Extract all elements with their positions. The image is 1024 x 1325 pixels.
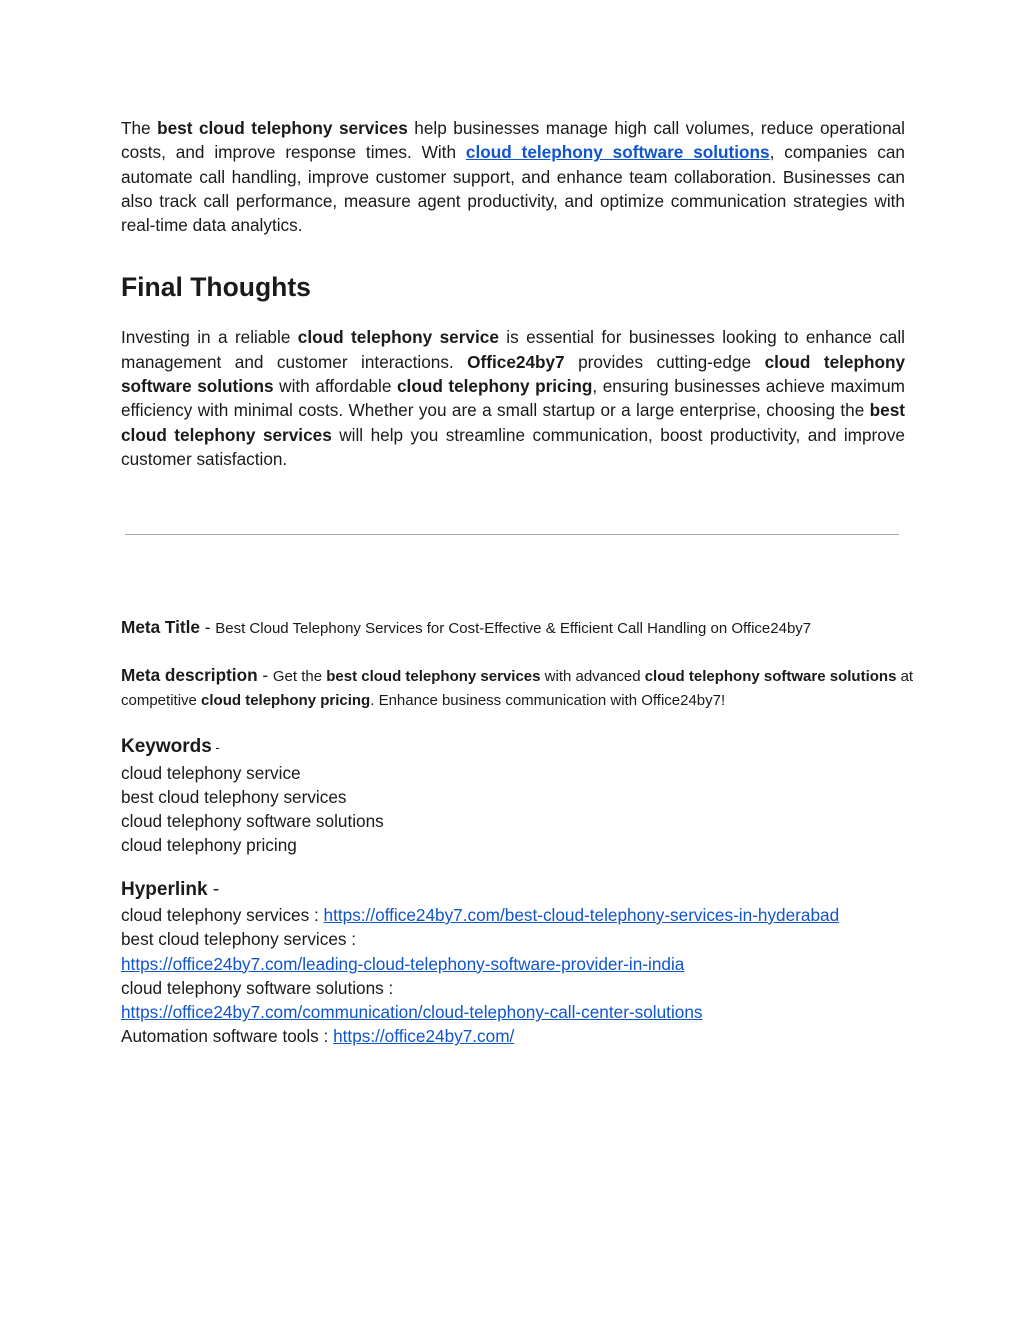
meta-description-text: Get the <box>272 668 327 685</box>
final-text: provides cutting-edge <box>564 351 765 372</box>
keywords-heading <box>121 734 921 761</box>
seo-meta-section <box>121 615 921 1049</box>
keyword-item: cloud telephony service <box>121 763 301 783</box>
hyperlink-row: cloud telephony software solutions : <box>121 977 394 998</box>
final-text: Investing in a reliable <box>121 327 298 348</box>
keywords-separator: - <box>211 740 220 755</box>
final-text: is essential for businesses looking to enhance call management and customer interactions. <box>121 327 906 372</box>
meta-description <box>121 663 921 713</box>
final-text: will help you streamline communication, boost productivity, and improve customer satisfaction. <box>121 424 905 469</box>
intro-paragraph <box>121 116 905 237</box>
document-body <box>121 116 905 471</box>
intro-text: The <box>121 118 158 138</box>
meta-title-separator: - <box>199 617 216 637</box>
final-bold-phrase: cloud telephony pricing <box>396 376 593 397</box>
final-bold-phrase: Office24by7 <box>467 351 565 372</box>
cloud-telephony-software-solutions-link[interactable]: cloud telephony software solutions <box>465 142 770 163</box>
hyperlink-label: Hyperlink <box>121 879 208 900</box>
hyperlink-row <box>121 1000 921 1024</box>
final-thoughts-heading: Final Thoughts <box>121 272 311 303</box>
hyperlink-anchor-text: cloud telephony services : <box>121 905 324 925</box>
hyperlink-url[interactable]: https://office24by7.com/best-cloud-telephony-services-in-hyderabad <box>323 905 840 925</box>
keywords-label: Keywords <box>121 736 212 757</box>
final-thoughts-paragraph <box>121 325 905 471</box>
hyperlink-anchor-text: Automation software tools : <box>121 1026 334 1047</box>
hyperlink-row <box>121 903 921 927</box>
meta-description-bold: cloud telephony software solutions <box>644 668 897 685</box>
keyword-item: best cloud telephony services <box>121 787 347 807</box>
hyperlink-section <box>121 877 921 1049</box>
meta-description-label: Meta description <box>121 665 258 685</box>
meta-description-bold: cloud telephony pricing <box>201 692 371 709</box>
meta-title-value: Best Cloud Telephony Services for Cost-Effective & Efficient Call Handling on Office24by7 <box>215 620 812 637</box>
intro-text: , companies can automate call handling, improve customer support, and enhance team collaboration. Businesses can also track call performance, measure agent productivity, and optimize communication strategies with real-time data analytics. <box>121 142 905 236</box>
hyperlink-url[interactable]: https://office24by7.com/leading-cloud-telephony-software-provider-in-india <box>121 953 685 974</box>
keyword-item: cloud telephony software solutions <box>121 811 384 831</box>
meta-description-text: at competitive <box>121 668 914 709</box>
intro-bold-phrase: best cloud telephony services <box>157 118 408 138</box>
final-bold-phrase: cloud telephony software solutions <box>121 351 906 397</box>
final-text: with affordable <box>273 376 397 397</box>
hyperlink-heading <box>121 877 921 903</box>
final-bold-phrase: cloud telephony service <box>297 327 499 348</box>
hyperlink-row: best cloud telephony services : <box>121 929 357 950</box>
meta-description-text: with advanced <box>540 668 645 685</box>
meta-description-text: . Enhance business communication with Office24by7! <box>370 692 726 709</box>
hyperlink-row <box>121 952 921 976</box>
hyperlink-url[interactable]: https://office24by7.com/ <box>333 1026 515 1047</box>
meta-description-bold: best cloud telephony services <box>326 668 541 685</box>
meta-title <box>121 615 921 641</box>
final-bold-phrase: best cloud telephony services <box>121 400 905 445</box>
keyword-item: cloud telephony pricing <box>121 835 297 855</box>
meta-description-separator: - <box>257 665 273 685</box>
keywords-section <box>121 734 921 857</box>
final-text: , ensuring businesses achieve maximum efficiency with minimal costs. Whether you are a small startup or a large enterprise, choosing the <box>121 376 906 421</box>
hyperlink-row <box>121 1024 921 1048</box>
horizontal-divider <box>125 534 899 535</box>
hyperlink-separator: - <box>207 879 220 900</box>
meta-title-label: Meta Title <box>121 617 200 637</box>
intro-text: help businesses manage high call volumes, reduce operational costs, and improve response times. With <box>121 118 905 163</box>
hyperlink-url[interactable]: https://office24by7.com/communication/cloud-telephony-call-center-solutions <box>121 1002 703 1023</box>
